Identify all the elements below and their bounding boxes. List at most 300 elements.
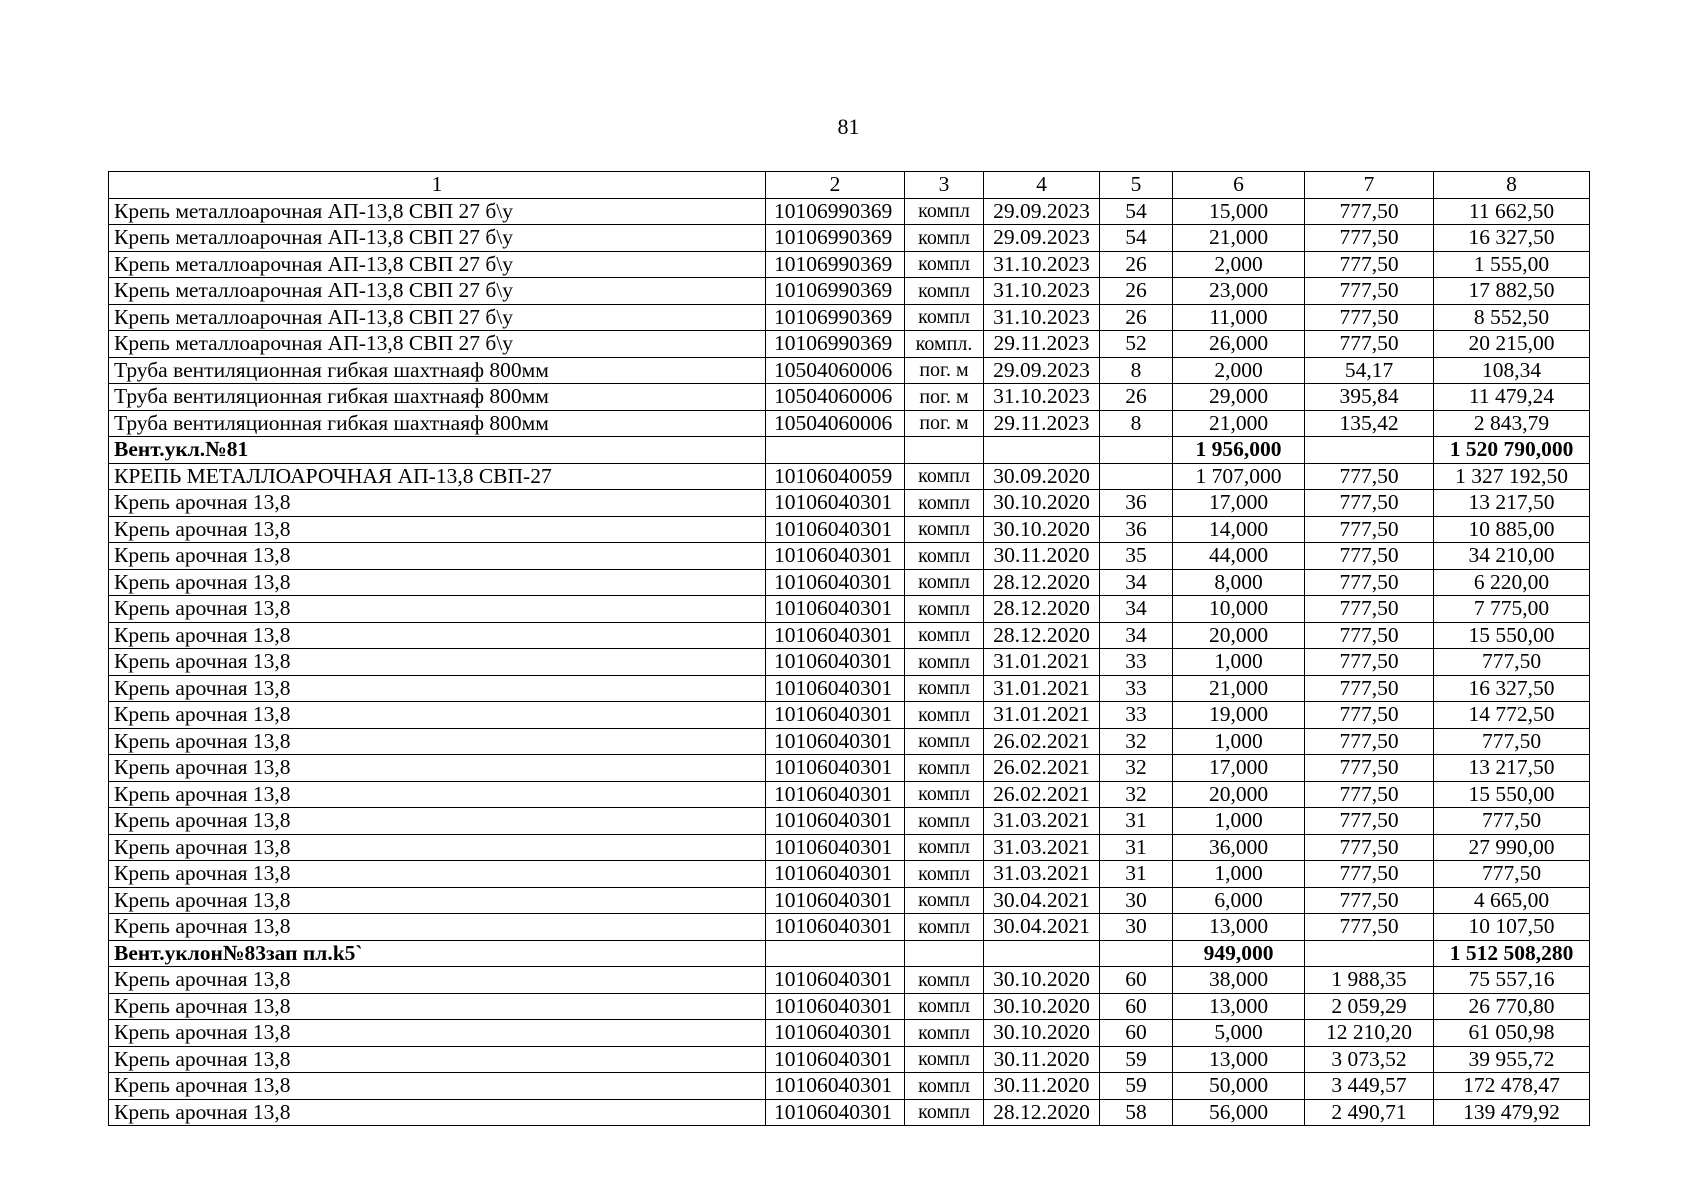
table-row	[109, 834, 1590, 861]
cell-col-7: 12 210,20	[1305, 1020, 1434, 1047]
cell-col-8: 172 478,47	[1434, 1073, 1590, 1100]
cell-col-5: 59	[1100, 1046, 1173, 1073]
header-cell-5: 5	[1100, 172, 1173, 199]
cell-col-6: 1,000	[1173, 808, 1305, 835]
cell-col-2: 10106990369	[766, 331, 905, 358]
cell-col-2: 10106040301	[766, 516, 905, 543]
cell-col-1: Крепь арочная 13,8	[109, 596, 766, 623]
table-row	[109, 702, 1590, 729]
cell-col-3: компл.	[905, 331, 984, 358]
cell-col-4: 31.03.2021	[984, 861, 1100, 888]
cell-col-6: 21,000	[1173, 675, 1305, 702]
cell-col-5: 52	[1100, 331, 1173, 358]
cell-col-1: Крепь арочная 13,8	[109, 1046, 766, 1073]
cell-col-7: 1 988,35	[1305, 967, 1434, 994]
cell-col-4: 30.11.2020	[984, 1073, 1100, 1100]
cell-col-7: 777,50	[1305, 596, 1434, 623]
cell-col-7: 777,50	[1305, 887, 1434, 914]
table-row	[109, 967, 1590, 994]
cell-col-1: Крепь металлоарочная АП-13,8 СВП 27 б\у	[109, 331, 766, 358]
cell-col-1: Крепь арочная 13,8	[109, 490, 766, 517]
cell-col-4: 31.10.2023	[984, 384, 1100, 411]
cell-col-3: компл	[905, 516, 984, 543]
cell-col-1: Крепь арочная 13,8	[109, 649, 766, 676]
cell-col-7: 777,50	[1305, 808, 1434, 835]
cell-col-7: 777,50	[1305, 516, 1434, 543]
cell-col-6: 19,000	[1173, 702, 1305, 729]
cell-col-2: 10106040301	[766, 675, 905, 702]
cell-col-6: 2,000	[1173, 251, 1305, 278]
cell-col-7: 777,50	[1305, 622, 1434, 649]
cell-col-3	[905, 940, 984, 967]
cell-col-3: компл	[905, 728, 984, 755]
cell-col-3: компл	[905, 304, 984, 331]
cell-col-5	[1100, 463, 1173, 490]
cell-col-5: 26	[1100, 278, 1173, 305]
cell-col-4: 28.12.2020	[984, 1099, 1100, 1126]
cell-col-3: пог. м	[905, 357, 984, 384]
cell-col-7: 135,42	[1305, 410, 1434, 437]
cell-col-3: компл	[905, 569, 984, 596]
cell-col-3: компл	[905, 887, 984, 914]
cell-col-6: 17,000	[1173, 490, 1305, 517]
cell-col-1: Труба вентиляционная гибкая шахтнаяф 800мм	[109, 384, 766, 411]
cell-col-8: 1 555,00	[1434, 251, 1590, 278]
cell-col-4: 30.04.2021	[984, 887, 1100, 914]
header-cell-6: 6	[1173, 172, 1305, 199]
cell-col-1: Крепь арочная 13,8	[109, 967, 766, 994]
cell-col-8: 1 327 192,50	[1434, 463, 1590, 490]
cell-col-1: Крепь арочная 13,8	[109, 543, 766, 570]
cell-col-6: 1,000	[1173, 649, 1305, 676]
cell-col-8: 6 220,00	[1434, 569, 1590, 596]
cell-col-8: 16 327,50	[1434, 675, 1590, 702]
cell-col-5: 35	[1100, 543, 1173, 570]
cell-col-8: 10 107,50	[1434, 914, 1590, 941]
cell-col-5: 34	[1100, 596, 1173, 623]
cell-col-4: 31.10.2023	[984, 304, 1100, 331]
cell-col-4: 29.09.2023	[984, 357, 1100, 384]
cell-col-6: 56,000	[1173, 1099, 1305, 1126]
cell-col-3: компл	[905, 1099, 984, 1126]
cell-col-4: 30.09.2020	[984, 463, 1100, 490]
cell-col-8: 15 550,00	[1434, 622, 1590, 649]
cell-col-4: 28.12.2020	[984, 569, 1100, 596]
cell-col-5: 59	[1100, 1073, 1173, 1100]
cell-col-7: 777,50	[1305, 463, 1434, 490]
cell-col-4: 31.01.2021	[984, 702, 1100, 729]
cell-col-7: 777,50	[1305, 198, 1434, 225]
cell-col-4: 31.01.2021	[984, 675, 1100, 702]
cell-col-4: 30.10.2020	[984, 993, 1100, 1020]
cell-col-7: 2 059,29	[1305, 993, 1434, 1020]
subtotal-row	[109, 940, 1590, 967]
cell-col-2: 10504060006	[766, 357, 905, 384]
cell-col-6: 11,000	[1173, 304, 1305, 331]
cell-col-4: 31.10.2023	[984, 278, 1100, 305]
cell-col-4: 31.03.2021	[984, 808, 1100, 835]
cell-col-2: 10106040301	[766, 914, 905, 941]
cell-col-5: 30	[1100, 887, 1173, 914]
cell-col-6: 20,000	[1173, 622, 1305, 649]
cell-col-1: Вент.уклон№83зап пл.k5`	[109, 940, 766, 967]
cell-col-4: 29.09.2023	[984, 198, 1100, 225]
cell-col-1: Крепь арочная 13,8	[109, 516, 766, 543]
cell-col-7: 777,50	[1305, 278, 1434, 305]
cell-col-4: 31.10.2023	[984, 251, 1100, 278]
cell-col-2: 10106040301	[766, 1099, 905, 1126]
table-row	[109, 861, 1590, 888]
cell-col-4: 30.10.2020	[984, 516, 1100, 543]
cell-col-3: компл	[905, 702, 984, 729]
cell-col-3: компл	[905, 463, 984, 490]
cell-col-1: Крепь металлоарочная АП-13,8 СВП 27 б\у	[109, 278, 766, 305]
table-row	[109, 781, 1590, 808]
cell-col-8: 4 665,00	[1434, 887, 1590, 914]
cell-col-8: 10 885,00	[1434, 516, 1590, 543]
cell-col-1: Крепь арочная 13,8	[109, 914, 766, 941]
cell-col-2: 10106040301	[766, 1046, 905, 1073]
cell-col-6: 1,000	[1173, 861, 1305, 888]
cell-col-3: компл	[905, 225, 984, 252]
cell-col-5: 33	[1100, 675, 1173, 702]
cell-col-2: 10106040301	[766, 967, 905, 994]
table-header-row	[109, 172, 1590, 199]
cell-col-1: Крепь арочная 13,8	[109, 1020, 766, 1047]
cell-col-2: 10106040301	[766, 834, 905, 861]
cell-col-1: Крепь металлоарочная АП-13,8 СВП 27 б\у	[109, 304, 766, 331]
table-row	[109, 1020, 1590, 1047]
cell-col-1: Крепь арочная 13,8	[109, 1073, 766, 1100]
cell-col-6: 21,000	[1173, 410, 1305, 437]
page-number: 81	[837, 114, 860, 139]
cell-col-1: Крепь арочная 13,8	[109, 622, 766, 649]
cell-col-6: 26,000	[1173, 331, 1305, 358]
cell-col-6: 17,000	[1173, 755, 1305, 782]
cell-col-2: 10106040301	[766, 728, 905, 755]
cell-col-1: КРЕПЬ МЕТАЛЛОАРОЧНАЯ АП-13,8 СВП-27	[109, 463, 766, 490]
table-row	[109, 622, 1590, 649]
cell-col-5: 34	[1100, 622, 1173, 649]
table-row	[109, 808, 1590, 835]
cell-col-5: 32	[1100, 728, 1173, 755]
header-cell-3: 3	[905, 172, 984, 199]
cell-col-3: компл	[905, 675, 984, 702]
cell-col-4: 26.02.2021	[984, 781, 1100, 808]
cell-col-8: 7 775,00	[1434, 596, 1590, 623]
cell-col-8: 61 050,98	[1434, 1020, 1590, 1047]
cell-col-4: 30.10.2020	[984, 967, 1100, 994]
cell-col-7: 777,50	[1305, 755, 1434, 782]
cell-col-6: 10,000	[1173, 596, 1305, 623]
cell-col-7	[1305, 437, 1434, 464]
cell-col-5: 33	[1100, 649, 1173, 676]
cell-col-8: 11 662,50	[1434, 198, 1590, 225]
cell-col-6: 14,000	[1173, 516, 1305, 543]
cell-col-6: 5,000	[1173, 1020, 1305, 1047]
cell-col-4: 30.10.2020	[984, 1020, 1100, 1047]
cell-col-4: 30.11.2020	[984, 543, 1100, 570]
cell-col-5: 31	[1100, 861, 1173, 888]
cell-col-1: Крепь арочная 13,8	[109, 569, 766, 596]
table-body	[109, 198, 1590, 1126]
cell-col-3: компл	[905, 596, 984, 623]
cell-col-2: 10106990369	[766, 304, 905, 331]
cell-col-5: 36	[1100, 490, 1173, 517]
cell-col-6: 949,000	[1173, 940, 1305, 967]
header-cell-1: 1	[109, 172, 766, 199]
cell-col-7: 777,50	[1305, 225, 1434, 252]
cell-col-1: Крепь арочная 13,8	[109, 675, 766, 702]
cell-col-3: компл	[905, 861, 984, 888]
cell-col-2: 10106040301	[766, 569, 905, 596]
cell-col-1: Крепь металлоарочная АП-13,8 СВП 27 б\у	[109, 225, 766, 252]
table-row	[109, 543, 1590, 570]
cell-col-2: 10106040301	[766, 649, 905, 676]
cell-col-7: 777,50	[1305, 834, 1434, 861]
cell-col-3: пог. м	[905, 410, 984, 437]
cell-col-2	[766, 940, 905, 967]
table-row	[109, 490, 1590, 517]
cell-col-8: 13 217,50	[1434, 755, 1590, 782]
cell-col-6: 13,000	[1173, 993, 1305, 1020]
cell-col-3: компл	[905, 622, 984, 649]
cell-col-8: 11 479,24	[1434, 384, 1590, 411]
cell-col-2: 10106040301	[766, 861, 905, 888]
cell-col-4: 31.03.2021	[984, 834, 1100, 861]
cell-col-5: 31	[1100, 834, 1173, 861]
cell-col-6: 1 707,000	[1173, 463, 1305, 490]
cell-col-3: компл	[905, 781, 984, 808]
cell-col-4: 30.10.2020	[984, 490, 1100, 517]
cell-col-8: 17 882,50	[1434, 278, 1590, 305]
cell-col-4: 29.11.2023	[984, 410, 1100, 437]
cell-col-3: компл	[905, 278, 984, 305]
cell-col-2: 10106040301	[766, 1073, 905, 1100]
cell-col-3: компл	[905, 755, 984, 782]
cell-col-2: 10106990369	[766, 251, 905, 278]
cell-col-5: 8	[1100, 357, 1173, 384]
cell-col-1: Труба вентиляционная гибкая шахтнаяф 800мм	[109, 410, 766, 437]
cell-col-5: 54	[1100, 225, 1173, 252]
table-row	[109, 410, 1590, 437]
cell-col-3: компл	[905, 1020, 984, 1047]
table-row	[109, 887, 1590, 914]
cell-col-8: 20 215,00	[1434, 331, 1590, 358]
table-row	[109, 304, 1590, 331]
cell-col-5: 60	[1100, 967, 1173, 994]
cell-col-5: 58	[1100, 1099, 1173, 1126]
cell-col-8: 777,50	[1434, 649, 1590, 676]
cell-col-5: 8	[1100, 410, 1173, 437]
cell-col-8: 26 770,80	[1434, 993, 1590, 1020]
cell-col-2: 10106990369	[766, 278, 905, 305]
table-row	[109, 251, 1590, 278]
header-cell-8: 8	[1434, 172, 1590, 199]
table-row	[109, 755, 1590, 782]
cell-col-4: 29.09.2023	[984, 225, 1100, 252]
cell-col-3: компл	[905, 1046, 984, 1073]
cell-col-5: 32	[1100, 781, 1173, 808]
cell-col-4	[984, 437, 1100, 464]
cell-col-6: 50,000	[1173, 1073, 1305, 1100]
cell-col-3: компл	[905, 967, 984, 994]
cell-col-5: 54	[1100, 198, 1173, 225]
cell-col-2: 10504060006	[766, 410, 905, 437]
table-row	[109, 278, 1590, 305]
cell-col-5: 36	[1100, 516, 1173, 543]
cell-col-3: компл	[905, 834, 984, 861]
cell-col-1: Вент.укл.№81	[109, 437, 766, 464]
cell-col-4: 28.12.2020	[984, 596, 1100, 623]
cell-col-1: Крепь арочная 13,8	[109, 1099, 766, 1126]
cell-col-4: 30.11.2020	[984, 1046, 1100, 1073]
cell-col-7: 54,17	[1305, 357, 1434, 384]
header-cell-4: 4	[984, 172, 1100, 199]
cell-col-5: 34	[1100, 569, 1173, 596]
table-head	[109, 172, 1590, 199]
cell-col-6: 8,000	[1173, 569, 1305, 596]
cell-col-7: 395,84	[1305, 384, 1434, 411]
cell-col-2: 10106040301	[766, 702, 905, 729]
cell-col-8: 15 550,00	[1434, 781, 1590, 808]
table-row	[109, 993, 1590, 1020]
cell-col-2: 10504060006	[766, 384, 905, 411]
cell-col-8: 108,34	[1434, 357, 1590, 384]
cell-col-2: 10106990369	[766, 225, 905, 252]
cell-col-8: 39 955,72	[1434, 1046, 1590, 1073]
cell-col-4	[984, 940, 1100, 967]
table-row	[109, 357, 1590, 384]
cell-col-6: 44,000	[1173, 543, 1305, 570]
table-row	[109, 728, 1590, 755]
cell-col-7: 777,50	[1305, 728, 1434, 755]
cell-col-6: 38,000	[1173, 967, 1305, 994]
cell-col-2: 10106040301	[766, 781, 905, 808]
cell-col-6: 23,000	[1173, 278, 1305, 305]
cell-col-3: компл	[905, 543, 984, 570]
cell-col-7: 777,50	[1305, 675, 1434, 702]
cell-col-7: 777,50	[1305, 331, 1434, 358]
cell-col-8: 34 210,00	[1434, 543, 1590, 570]
cell-col-3: компл	[905, 251, 984, 278]
cell-col-2	[766, 437, 905, 464]
cell-col-7	[1305, 940, 1434, 967]
cell-col-6: 6,000	[1173, 887, 1305, 914]
cell-col-2: 10106040301	[766, 1020, 905, 1047]
cell-col-6: 20,000	[1173, 781, 1305, 808]
cell-col-7: 777,50	[1305, 543, 1434, 570]
cell-col-8: 1 512 508,280	[1434, 940, 1590, 967]
cell-col-6: 1 956,000	[1173, 437, 1305, 464]
table-row	[109, 675, 1590, 702]
table-row	[109, 649, 1590, 676]
cell-col-5: 33	[1100, 702, 1173, 729]
cell-col-3: пог. м	[905, 384, 984, 411]
cell-col-3: компл	[905, 808, 984, 835]
table-row	[109, 463, 1590, 490]
cell-col-1: Крепь арочная 13,8	[109, 755, 766, 782]
header-cell-7: 7	[1305, 172, 1434, 199]
cell-col-2: 10106040059	[766, 463, 905, 490]
cell-col-2: 10106990369	[766, 198, 905, 225]
cell-col-1: Крепь арочная 13,8	[109, 808, 766, 835]
cell-col-2: 10106040301	[766, 887, 905, 914]
table-row	[109, 914, 1590, 941]
cell-col-3: компл	[905, 1073, 984, 1100]
cell-col-1: Крепь металлоарочная АП-13,8 СВП 27 б\у	[109, 198, 766, 225]
cell-col-7: 777,50	[1305, 569, 1434, 596]
cell-col-4: 29.11.2023	[984, 331, 1100, 358]
cell-col-3: компл	[905, 490, 984, 517]
cell-col-7: 3 073,52	[1305, 1046, 1434, 1073]
cell-col-1: Труба вентиляционная гибкая шахтнаяф 800мм	[109, 357, 766, 384]
cell-col-6: 36,000	[1173, 834, 1305, 861]
cell-col-6: 21,000	[1173, 225, 1305, 252]
cell-col-6: 15,000	[1173, 198, 1305, 225]
cell-col-8: 27 990,00	[1434, 834, 1590, 861]
cell-col-4: 26.02.2021	[984, 728, 1100, 755]
cell-col-7: 777,50	[1305, 914, 1434, 941]
cell-col-3: компл	[905, 993, 984, 1020]
cell-col-7: 777,50	[1305, 490, 1434, 517]
cell-col-8: 75 557,16	[1434, 967, 1590, 994]
table-row	[109, 198, 1590, 225]
cell-col-8: 2 843,79	[1434, 410, 1590, 437]
cell-col-5: 26	[1100, 304, 1173, 331]
cell-col-5: 60	[1100, 1020, 1173, 1047]
cell-col-4: 30.04.2021	[984, 914, 1100, 941]
cell-col-1: Крепь арочная 13,8	[109, 781, 766, 808]
cell-col-7: 777,50	[1305, 304, 1434, 331]
cell-col-2: 10106040301	[766, 596, 905, 623]
cell-col-8: 13 217,50	[1434, 490, 1590, 517]
cell-col-6: 13,000	[1173, 1046, 1305, 1073]
cell-col-2: 10106040301	[766, 622, 905, 649]
cell-col-2: 10106040301	[766, 755, 905, 782]
table-row	[109, 516, 1590, 543]
cell-col-3	[905, 437, 984, 464]
cell-col-5: 32	[1100, 755, 1173, 782]
cell-col-7: 777,50	[1305, 649, 1434, 676]
cell-col-5: 30	[1100, 914, 1173, 941]
cell-col-7: 777,50	[1305, 251, 1434, 278]
cell-col-8: 777,50	[1434, 808, 1590, 835]
cell-col-7: 777,50	[1305, 781, 1434, 808]
cell-col-7: 2 490,71	[1305, 1099, 1434, 1126]
cell-col-4: 28.12.2020	[984, 622, 1100, 649]
cell-col-8: 8 552,50	[1434, 304, 1590, 331]
table-row	[109, 331, 1590, 358]
cell-col-8: 777,50	[1434, 728, 1590, 755]
table-row	[109, 1099, 1590, 1126]
cell-col-1: Крепь арочная 13,8	[109, 887, 766, 914]
cell-col-5: 31	[1100, 808, 1173, 835]
cell-col-5: 26	[1100, 251, 1173, 278]
table-row	[109, 569, 1590, 596]
cell-col-2: 10106040301	[766, 808, 905, 835]
cell-col-3: компл	[905, 198, 984, 225]
cell-col-8: 777,50	[1434, 861, 1590, 888]
cell-col-7: 777,50	[1305, 861, 1434, 888]
cell-col-5: 26	[1100, 384, 1173, 411]
table-row	[109, 1073, 1590, 1100]
cell-col-6: 29,000	[1173, 384, 1305, 411]
cell-col-5	[1100, 940, 1173, 967]
inventory-table	[108, 171, 1590, 1126]
cell-col-7: 3 449,57	[1305, 1073, 1434, 1100]
cell-col-6: 1,000	[1173, 728, 1305, 755]
